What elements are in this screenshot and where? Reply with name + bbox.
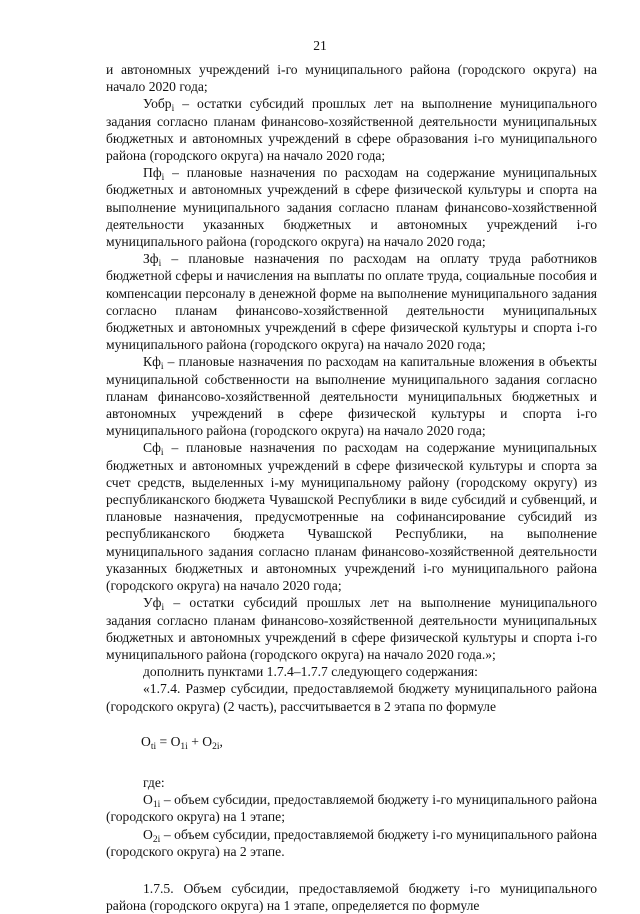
clause-1-7-4: «1.7.4. Размер субсидии, предоставляемой бюджету муниципального района (городского округа) (2 часть), рассчитывается в 2 этапа по формуле	[106, 681, 597, 714]
definition-uobr: Уобр$_i$ – остатки субсидий прошлых лет на выполнение муниципального задания согласно планам финансово-хозяйственной деятельности муниципальных бюджетных и автономных учреждений в сфере образования i-го муниципального района (городского округа) на начало 2020 года;	[106, 96, 597, 164]
symbol-o1: $О_{1i}$	[143, 792, 161, 810]
definition-sf: $Сф_i$ – плановые назначения по расходам на содержание муниципальных бюджетных и автономных учреждений в сфере физической культуры и спорта за счет средств, выделенных i-му муниципальному району (городскому округу) из республиканского бюджета Чувашской Республики в виде субсидий и субвенций, и плановые назначения, предусмотренные на софинансирование субсидий из республиканского бюджета Чувашской Республики, на выполнение муниципального задания согласно планам финансово-хозяйственной деятельности указанных бюджетных и автономных учреждений i-го муниципального района (городского округа) на начало 2020 года;	[106, 440, 597, 594]
symbol-uf: $Уф_i$	[143, 595, 165, 614]
clause-1-7-5: 1.7.5. Объем субсидии, предоставляемой бюджету i-го муниципального района (городского округа) на 1 этапе, определяется по формуле	[106, 880, 597, 914]
symbol-o2: $О_{2i}$	[143, 826, 161, 845]
definition-uf: $Уф_i$ – остатки субсидий прошлых лет на выполнение муниципального задания согласно планам финансово-хозяйственной деятельности муниципальных бюджетных и автономных учреждений в сфере физической культуры и спорта i-го муниципального района (городского округа) на начало 2020 года.»;	[106, 595, 597, 662]
formula-total-subsidy: $О_{ti} = О_{1i} + О_{2i}$,	[141, 733, 223, 752]
where-label: где:	[143, 774, 165, 790]
symbol-uobr: Уобр$_i$	[143, 96, 175, 115]
definition-kf: $Кф_i$ – плановые назначения по расходам на капитальные вложения в объекты муниципальной собственности на выполнение муниципального задания согласно планам финансово-хозяйственной деятельности муниципальных бюджетных и автономных учреждений в сфере физической культуры и спорта i-го муниципального района (городского округа) на начало 2020 года;	[106, 354, 598, 439]
symbol-zf: $Зф_i$	[143, 251, 162, 270]
definition-pf: $Пф_i$ – плановые назначения по расходам на содержание муниципальных бюджетных и автономных учреждений в сфере физической культуры и спорта на выполнение муниципального задания согласно планам финансово-хозяйственной деятельности указанных бюджетных и автономных учреждений i-го муниципального района (городского округа) на начало 2020 года;	[106, 165, 597, 250]
symbol-kf: $Кф_i$	[143, 354, 164, 373]
definition-zf: $Зф_i$ – плановые назначения по расходам на оплату труда работников бюджетной сферы и начисления на выплаты по оплате труда, социальные пособия и компенсации персоналу в денежной форме на выполнение муниципального задания согласно планам финансово-хозяйственной деятельности муниципальных бюджетных и автономных учреждений в сфере физической культуры и спорта i-го муниципального района (городского округа) на начало 2020 года;	[106, 251, 597, 353]
definition-o2: $О_{2i}$ – объем субсидии, предоставляемой бюджету i-го муниципального района (городского округа) на 2 этапе.	[106, 826, 597, 859]
definition-o1: $О_{1i}$ – объем субсидии, предоставляемой бюджету i-го муниципального района (городского округа) на 1 этапе;	[106, 792, 597, 825]
page-number: 21	[313, 38, 327, 53]
document-body	[106, 61, 597, 914]
symbol-sf: $Сф_i$	[143, 440, 164, 459]
amendment-intro: дополнить пунктами 1.7.4–1.7.7 следующего содержания:	[143, 664, 478, 680]
paragraph-continuation: и автономных учреждений i-го муниципального района (городского округа) на начало 2020 года;	[106, 62, 597, 95]
symbol-pf: $Пф_i$	[143, 165, 165, 184]
